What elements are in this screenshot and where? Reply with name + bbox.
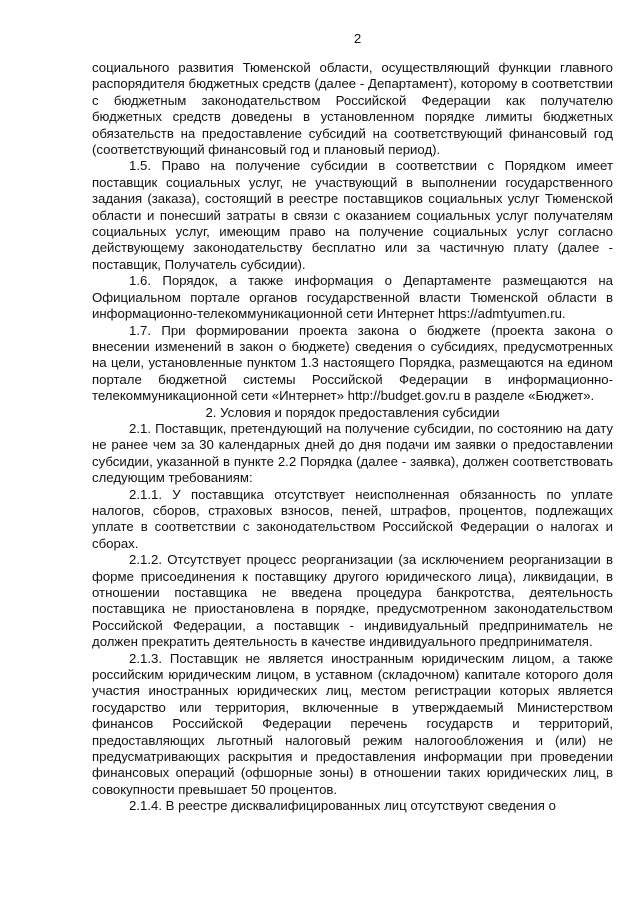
paragraph-2-1-4: 2.1.4. В реестре дисквалифицированных лиц отсутствуют сведения о [129,798,556,814]
paragraph-department-continuation: социального развития Тюменской области, осуществляющий функции главного распорядителя бюджетных средств (далее - Департамент), которому в соответствии с бюджетным законодательством Российской Федерации как получателю бюджетных средств доведены в установленном порядке лимиты бюджетных обязательств на предоставление субсидий на соответствующий финансовый год (соответствующий финансовый год и плановый период). [92,60,613,158]
paragraph-1-6: 1.6. Порядок, а также информация о Департаменте размещаются на Официальном портале органов государственной власти Тюменской области в информационно-телекоммуникационной сети Интернет https://admtyumen.ru. [92,273,613,322]
page-number: 2 [353,31,362,46]
paragraph-2-1-1: 2.1.1. У поставщика отсутствует неисполненная обязанность по уплате налогов, сборов, страховых взносов, пеней, штрафов, процентов, подлежащих уплате в соответствии с законодательством Российской Федерации о налогах и сборах. [92,486,613,551]
paragraph-1-5: 1.5. Право на получение субсидии в соответствии с Порядком имеет поставщик социальных услуг, не участвующий в выполнении государственного задания (заказа), состоящий в реестре поставщиков социальных услуг Тюменской области и понесший затраты в связи с оказанием социальных услуг получателям социальных услуг, имеющим право на получение социальных услуг согласно действующему законодательству бесплатно или за частичную плату (далее - поставщик, Получатель субсидии). [92,158,613,272]
paragraph-1-7: 1.7. При формировании проекта закона о бюджете (проекта закона о внесении изменений в закон о бюджете) сведения о субсидиях, предусмотренных на цели, установленные пунктом 1.3 настоящего Порядка, размещаются на едином портале бюджетной системы Российской Федерации в информационно-телекоммуникационной сети «Интернет» http://budget.gov.ru в разделе «Бюджет». [92,322,613,404]
paragraph-2-1-3: 2.1.3. Поставщик не является иностранным юридическим лицом, а также российским юридическим лицом, в уставном (складочном) капитале которого доля участия иностранных юридических лиц, местом регистрации которых является государство или территория, включенные в утверждаемый Министерством финансов Российской Федерации перечень государств и территорий, предоставляющих льготный налоговый режим налогообложения и (или) не предусматривающих раскрытия и предоставления информации при проведении финансовых операций (офшорные зоны) в отношении таких юридических лиц, в совокупности превышает 50 процентов. [92,650,613,797]
paragraph-2-1: 2.1. Поставщик, претендующий на получение субсидии, по состоянию на дату не ранее чем за 30 календарных дней до дня подачи им заявки о предоставлении субсидии, указанной в пункте 2.2 Порядка (далее - заявка), должен соответствовать следующим требованиям: [92,420,613,486]
paragraph-2-1-2: 2.1.2. Отсутствует процесс реорганизации (за исключением реорганизации в форме присоединения к поставщику другого юридического лица), ликвидации, в отношении поставщика не введена процедура банкротства, деятельность поставщика не приостановлена в порядке, предусмотренном законодательством Российской Федерации, а поставщик - индивидуальный предприниматель не должен прекратить деятельность в качестве индивидуального предпринимателя. [92,552,613,650]
section-title-2: 2. Условия и порядок предоставления субсидии [205,404,500,420]
